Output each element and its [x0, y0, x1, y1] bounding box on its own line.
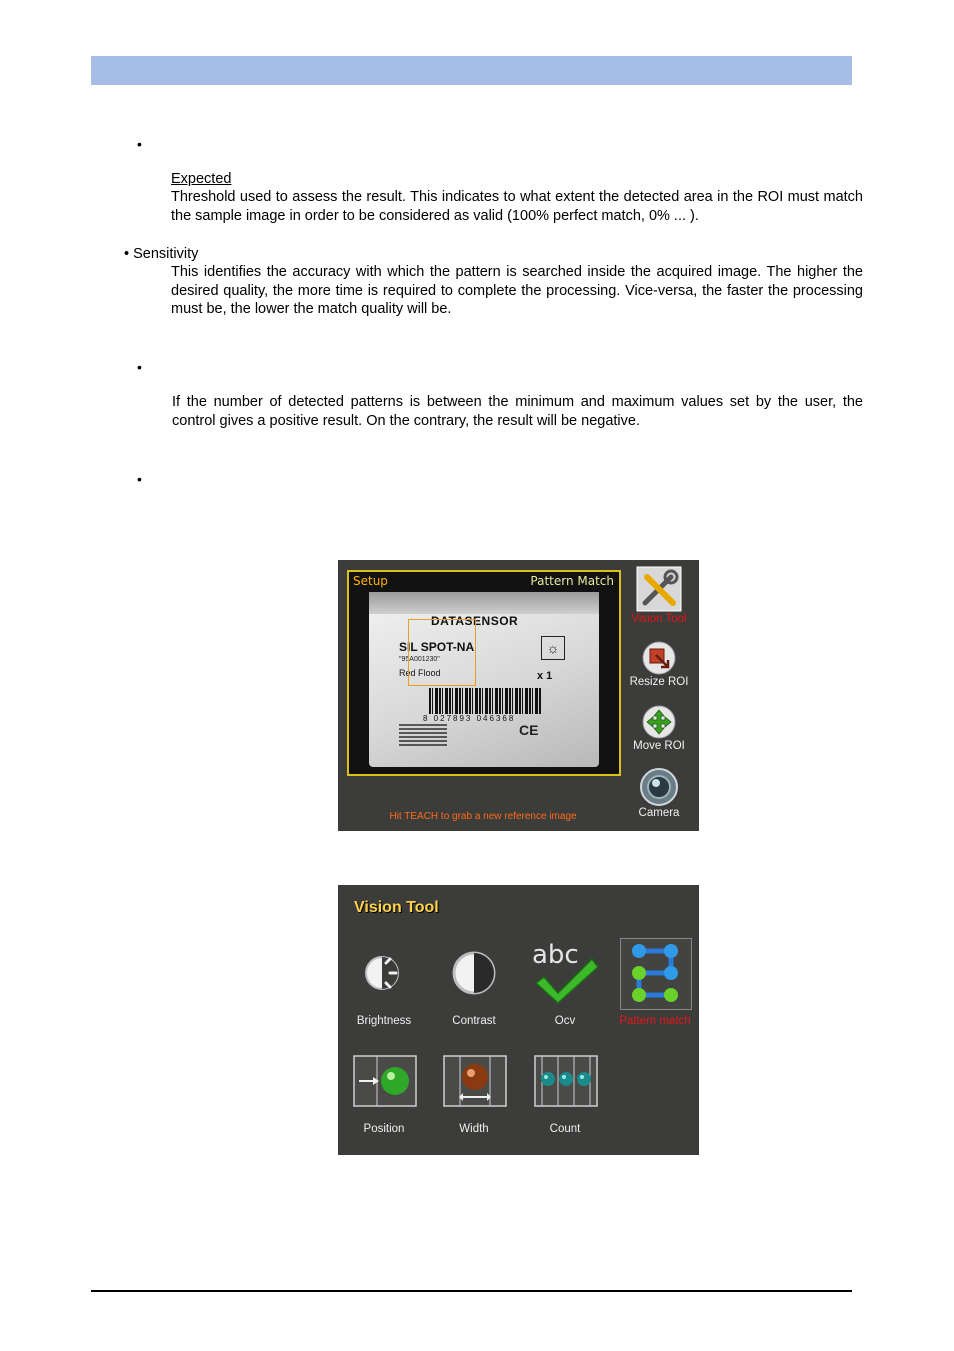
count-icon — [534, 1055, 598, 1107]
tool-ocv[interactable] — [520, 937, 610, 1031]
expected-paragraph: Threshold used to assess the result. This indicates to what extent the detected area in the ROI must match the sample image in order to be considered as valid (100% perfect match, 0% ... ). — [171, 189, 863, 224]
position-icon — [353, 1055, 417, 1107]
tool-contrast[interactable] — [429, 941, 519, 1031]
resize-roi-label: Resize ROI — [629, 676, 689, 688]
contrast-icon — [446, 945, 502, 1001]
brightness-icon — [356, 945, 412, 1001]
image-code: "95A001230" — [399, 656, 440, 663]
move-roi-icon — [641, 704, 677, 740]
sensitivity-paragraph: This identifies the accuracy with which the pattern is searched inside the acquired image. The higher the desired quality, the more time is required to complete the processing. Vice-versa, the faster the processing must be, the lower the match quality will be. — [171, 264, 863, 317]
camera-view — [347, 570, 621, 776]
width-icon — [443, 1055, 507, 1107]
pattern-match-icon — [625, 941, 685, 1005]
count-label: Count — [549, 1123, 581, 1135]
vision-tool-screen — [338, 885, 699, 1155]
resize-roi-icon — [641, 640, 677, 676]
brightness-label: Brightness — [356, 1015, 412, 1027]
pattern-match-label: Pattern match — [619, 1015, 691, 1027]
vision-tool-label: Vision Tool — [631, 613, 687, 625]
tool-label: Pattern Match — [530, 574, 614, 588]
contrast-label: Contrast — [452, 1015, 496, 1027]
bullet-2: • — [137, 359, 142, 375]
tool-position[interactable] — [339, 1055, 429, 1141]
sensitivity-label: • Sensitivity — [124, 246, 199, 262]
setup-screen — [338, 560, 699, 831]
move-roi-button[interactable] — [621, 704, 697, 752]
ocv-icon — [528, 937, 604, 1005]
teach-message: Hit TEACH to grab a new reference image — [389, 811, 577, 822]
position-label: Position — [363, 1123, 405, 1135]
camera-button[interactable] — [621, 767, 697, 819]
ce-mark: CE — [519, 722, 539, 738]
bullet-3: • — [137, 471, 142, 487]
count-paragraph: If the number of detected patterns is between the minimum and maximum values set by the user, the control gives a positive result. On the contrary, the result will be negative. — [172, 394, 863, 429]
page-header-bar — [91, 56, 852, 85]
bullet-1: • — [137, 136, 142, 152]
tool-count[interactable] — [520, 1055, 610, 1141]
resize-roi-button[interactable] — [621, 640, 697, 688]
image-product: SIL SPOT-NA — [399, 640, 475, 654]
expected-title: Expected — [171, 171, 232, 187]
barcode — [429, 688, 541, 714]
camera-label: Camera — [638, 807, 680, 819]
move-roi-label: Move ROI — [633, 740, 685, 752]
tool-brightness[interactable] — [339, 941, 429, 1031]
width-label: Width — [459, 1123, 489, 1135]
image-subtitle: Red Flood — [399, 668, 441, 678]
footer-rule — [91, 1290, 852, 1292]
fine-print — [399, 724, 447, 746]
image-brand: DATASENSOR — [431, 614, 519, 628]
tool-width[interactable] — [429, 1055, 519, 1141]
vision-tool-button[interactable] — [621, 565, 697, 625]
vision-tool-title: Vision Tool — [354, 899, 439, 916]
tools-icon — [635, 565, 683, 613]
ocv-label: Ocv — [554, 1015, 576, 1027]
svg-text:abc: abc — [532, 940, 579, 970]
roi-rectangle[interactable] — [408, 619, 476, 686]
sun-icon: ☼ — [541, 636, 565, 660]
barcode-digits: 8 027893 046368 — [423, 714, 516, 723]
tool-pattern-match[interactable] — [610, 937, 700, 1031]
camera-icon — [639, 767, 679, 807]
image-qty: x 1 — [537, 670, 553, 682]
mode-label: Setup — [353, 574, 388, 588]
